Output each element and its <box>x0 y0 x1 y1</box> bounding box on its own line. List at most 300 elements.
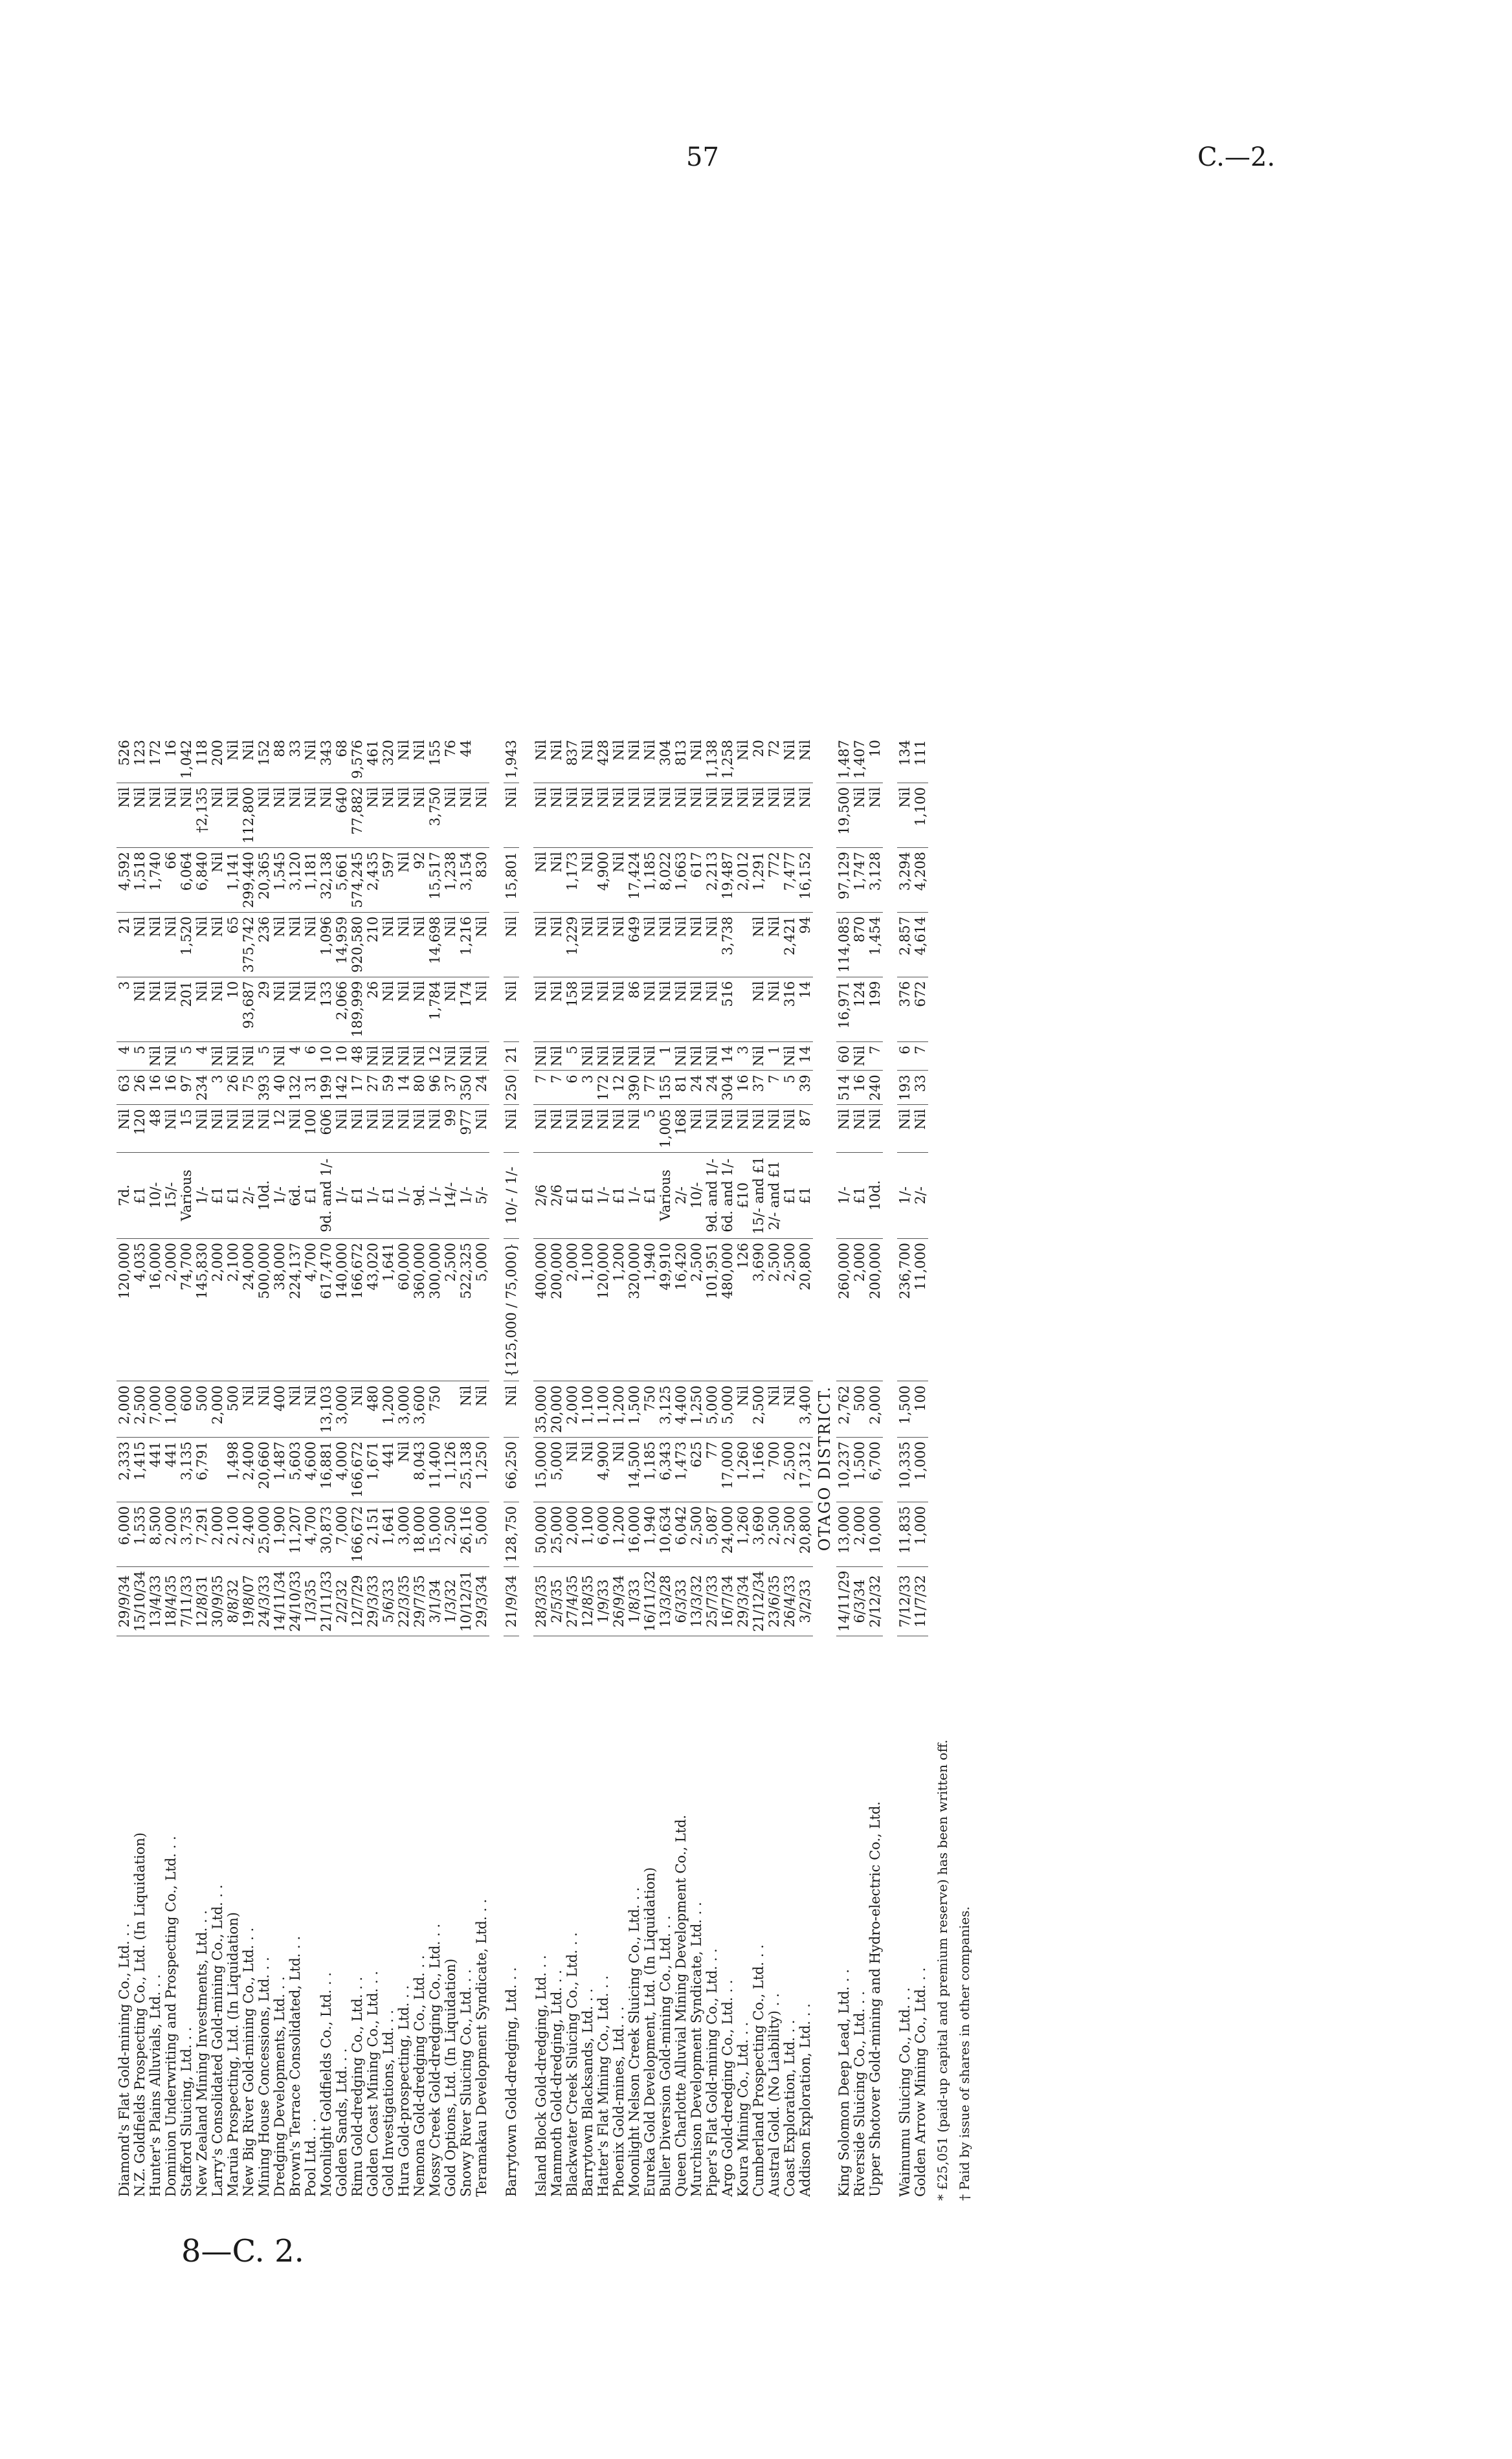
table-cell: Nil <box>241 1105 256 1152</box>
table-cell: 640 <box>334 783 350 848</box>
table-cell: Nil <box>148 912 163 977</box>
table-cell: 1/3/35 <box>303 1566 318 1636</box>
footnote: † Paid by issue of shares in other companies. <box>957 1906 972 2201</box>
table-cell: 16 <box>852 1071 867 1105</box>
table-cell: 1/- <box>897 1152 913 1238</box>
table-cell: Nil <box>766 1105 782 1152</box>
company-name-cell: New Big River Gold-mining Co., Ltd. . . <box>241 1636 256 2201</box>
company-name-cell: Golden Sands, Ltd. . . <box>334 1636 350 2201</box>
table-cell: 87 <box>797 1105 813 1152</box>
table-cell: 111 <box>913 740 928 766</box>
table-cell: 3,750 <box>427 783 443 848</box>
table-cell: 16,152 <box>797 848 813 913</box>
table-cell: Nil <box>412 740 427 761</box>
table-cell: 48 <box>148 1105 163 1152</box>
table-cell: 12 <box>427 1041 443 1071</box>
table-cell: 5,661 <box>334 848 350 913</box>
table-cell: 1,096 <box>318 912 334 977</box>
table-cell: 17,000 <box>720 1437 735 1502</box>
table-cell: 20,800 <box>797 1239 813 1381</box>
table-cell: 174 <box>458 977 474 1041</box>
table-cell: 1,747 <box>852 848 867 913</box>
table-cell: 152 <box>256 740 272 766</box>
table-cell: Nil <box>241 1381 256 1437</box>
table-cell: 1/- <box>427 1152 443 1238</box>
table-cell: Nil <box>735 740 751 761</box>
table-cell: 66 <box>163 848 179 913</box>
table-row <box>735 736 751 2201</box>
table-cell: 20 <box>751 740 766 757</box>
table-cell: 1/- <box>334 1152 350 1238</box>
table-row <box>836 736 852 2201</box>
table-cell: Nil <box>458 783 474 848</box>
table-cell: Nil <box>396 977 412 1041</box>
table-cell: 6,343 <box>658 1437 673 1502</box>
footnotes <box>935 155 972 2201</box>
table-cell: Nil <box>179 783 194 848</box>
table-cell: 526 <box>117 740 132 766</box>
company-name-cell: Murchison Development Syndicate, Ltd. . . <box>689 1636 704 2201</box>
table-cell: 10 <box>867 740 883 757</box>
table-cell: 1,535 <box>132 1502 148 1566</box>
table-cell: 10/- <box>689 1152 704 1238</box>
table-cell: Nil <box>303 1381 318 1437</box>
table-cell: 14 <box>797 1041 813 1071</box>
table-cell: 5,000 <box>704 1381 720 1437</box>
table-cell: 97,129 <box>836 848 852 913</box>
table-cell: Nil <box>642 977 658 1041</box>
table-cell: 2/6 <box>533 1152 549 1238</box>
table-cell: Nil <box>689 1041 704 1071</box>
table-cell: 17 <box>350 1071 365 1105</box>
table-cell: Nil <box>720 783 735 848</box>
table-cell: Nil <box>751 977 766 1041</box>
table-row <box>642 736 658 2201</box>
table-cell: 21 <box>117 912 132 977</box>
table-cell: Nil <box>852 1041 867 1071</box>
table-cell: 145,830 <box>194 1239 210 1381</box>
company-name-cell: Waimumu Sluicing Co., Ltd. . . <box>897 1636 913 2201</box>
table-cell: Nil <box>504 1105 519 1152</box>
table-cell: Nil <box>642 1041 658 1071</box>
table-cell: Nil <box>564 1437 580 1502</box>
table-cell: 10 <box>334 1041 350 1071</box>
footer-reference: 8—C. 2. <box>181 2233 304 2269</box>
table-cell: Nil <box>549 1041 564 1071</box>
table-cell: 77,882 <box>350 783 365 848</box>
table-cell: 12/8/35 <box>580 1566 595 1636</box>
table-cell: 29 <box>256 977 272 1041</box>
table-cell: Nil <box>611 977 627 1041</box>
table-cell: Nil <box>735 783 751 848</box>
table-cell: 128,750 <box>504 1502 519 1566</box>
table-cell: Nil <box>627 1105 642 1152</box>
table-cell: 441 <box>381 1437 396 1502</box>
table-cell: 193 <box>897 1071 913 1105</box>
table-cell: 112,800 <box>241 783 256 848</box>
table-cell: 830 <box>474 848 489 913</box>
table-cell: Nil <box>210 977 225 1041</box>
table-cell: Nil <box>412 783 427 848</box>
table-cell: Nil <box>766 1381 782 1437</box>
table-cell: 43,020 <box>365 1239 381 1381</box>
table-cell: 86 <box>627 977 642 1041</box>
table-cell: 461 <box>365 740 381 766</box>
table-cell: 49,910 <box>658 1239 673 1381</box>
company-name-cell: Stafford Sluicing, Ltd. . . <box>179 1636 194 2201</box>
table-cell: Nil <box>782 740 797 761</box>
table-cell: 2/5/35 <box>549 1566 564 1636</box>
table-cell: 32,138 <box>318 848 334 913</box>
table-row <box>381 736 396 2201</box>
table-cell: 123 <box>132 740 148 766</box>
table-cell: 15,801 <box>504 848 519 913</box>
table-cell: 441 <box>163 1437 179 1502</box>
table-cell: 300,000 <box>427 1239 443 1381</box>
rotated-table-region <box>117 155 1256 2201</box>
table-cell: 1,260 <box>735 1437 751 1502</box>
table-row <box>704 736 720 2201</box>
table-cell: 14 <box>720 1041 735 1071</box>
table-cell: 24/10/33 <box>287 1566 303 1636</box>
table-cell: Nil <box>117 1105 132 1152</box>
table-cell: Nil <box>782 783 797 848</box>
table-cell: Nil <box>474 1041 489 1071</box>
company-name-cell: Moonlight Goldfields Co., Ltd. . . <box>318 1636 334 2201</box>
table-cell: 15,517 <box>427 848 443 913</box>
table-cell: Nil <box>412 1041 427 1071</box>
table-cell: 6,700 <box>867 1437 883 1502</box>
table-cell: 500,000 <box>256 1239 272 1381</box>
table-row <box>179 736 194 2201</box>
table-cell: 6,791 <box>194 1437 210 1502</box>
table-cell: 21 <box>504 1041 519 1071</box>
table-cell: Nil <box>163 977 179 1041</box>
table-cell: £1 <box>782 1152 797 1238</box>
table-cell: 1,141 <box>225 848 241 913</box>
table-row <box>256 736 272 2201</box>
table-cell: 16,420 <box>673 1239 689 1381</box>
table-cell: 1,900 <box>272 1502 287 1566</box>
table-cell: 29/3/33 <box>365 1566 381 1636</box>
table-cell: £1 <box>225 1152 241 1238</box>
table-cell: 813 <box>673 740 689 766</box>
table-cell: 24 <box>474 1071 489 1105</box>
table-cell: 316 <box>782 977 797 1041</box>
table-row <box>412 736 427 2201</box>
table-cell: 10/- <box>148 1152 163 1238</box>
table-cell: £1 <box>132 1152 148 1238</box>
table-cell: Nil <box>751 1105 766 1152</box>
table-cell: Nil <box>897 783 913 848</box>
company-name-cell: Gold Options, Ltd. (In Liquidation) <box>443 1636 458 2201</box>
table-cell: 200,000 <box>549 1239 564 1381</box>
table-row <box>549 736 564 2201</box>
table-cell: Nil <box>673 1041 689 1071</box>
table-cell: 9d. and 1/- <box>318 1152 334 1238</box>
table-cell: Nil <box>704 1105 720 1152</box>
table-cell: 60,000 <box>396 1239 412 1381</box>
table-cell: 480 <box>365 1381 381 1437</box>
table-cell: 6,000 <box>595 1502 611 1566</box>
table-cell: 93,687 <box>241 977 256 1041</box>
company-name-cell: Addison Exploration, Ltd. . . <box>797 1636 813 2201</box>
table-cell: 5,000 <box>474 1502 489 1566</box>
table-cell: 3 <box>210 1071 225 1105</box>
table-cell: 250 <box>504 1071 519 1105</box>
table-cell: Nil <box>303 740 318 761</box>
table-cell: 5,000 <box>720 1381 735 1437</box>
table-cell: Nil <box>704 912 720 977</box>
table-cell: 92 <box>412 848 427 913</box>
table-cell: 224,137 <box>287 1239 303 1381</box>
table-cell: Nil <box>549 783 564 848</box>
table-cell: Nil <box>396 1041 412 1071</box>
table-cell: 1,173 <box>564 848 580 913</box>
table-cell: Nil <box>673 977 689 1041</box>
table-cell: Nil <box>287 783 303 848</box>
table-cell: 155 <box>427 740 443 766</box>
company-name-cell: Phoenix Gold-mines, Ltd. . . <box>611 1636 627 2201</box>
table-cell: 13/3/28 <box>658 1566 673 1636</box>
company-name-cell: Island Block Gold-dredging, Ltd. . . <box>533 1636 549 2201</box>
company-name-cell: Nemona Gold-dredging Co., Ltd. . . <box>412 1636 427 2201</box>
company-name-cell: Riverside Sluicing Co., Ltd. . . <box>852 1636 867 2201</box>
table-cell: Nil <box>474 977 489 1041</box>
company-name-cell: Dominion Underwriting and Prospecting Co., Ltd. . . <box>163 1636 179 2201</box>
company-name-cell: Golden Arrow Mining Co., Ltd. . . <box>913 1636 928 2201</box>
table-cell: 1/- <box>365 1152 381 1238</box>
table-cell: £1 <box>564 1152 580 1238</box>
table-cell: 6 <box>564 1071 580 1105</box>
table-cell: 10/- / 1/- <box>504 1152 519 1238</box>
table-cell: Nil <box>533 848 549 913</box>
table-cell: 234 <box>194 1071 210 1105</box>
table-cell: 14/11/34 <box>272 1566 287 1636</box>
table-cell: 2/- <box>913 1152 928 1238</box>
table-cell: 1 <box>766 1041 782 1071</box>
table-cell: 2,500 <box>751 1381 766 1437</box>
table-cell: 1,940 <box>642 1239 658 1381</box>
table-cell: 1,200 <box>611 1239 627 1381</box>
table-cell: 48 <box>350 1041 365 1071</box>
table-cell: 8,043 <box>412 1437 427 1502</box>
table-cell: 1/- <box>836 1152 852 1238</box>
table-row <box>627 736 642 2201</box>
table-cell: 1,260 <box>735 1502 751 1566</box>
table-cell: Nil <box>549 740 564 761</box>
table-row <box>595 736 611 2201</box>
table-cell: 3,738 <box>720 912 735 977</box>
table-cell: Nil <box>766 783 782 848</box>
table-cell: 1,740 <box>148 848 163 913</box>
table-cell: 140,000 <box>334 1239 350 1381</box>
table-cell: 60 <box>836 1041 852 1071</box>
table-cell: 260,000 <box>836 1239 852 1381</box>
table-cell: 1,500 <box>627 1381 642 1437</box>
table-cell: †2,135 <box>194 783 210 848</box>
table-cell: 2,000 <box>210 1502 225 1566</box>
table-cell: 5 <box>256 1041 272 1071</box>
table-cell: 3/1/34 <box>427 1566 443 1636</box>
table-cell: 1,200 <box>611 1502 627 1566</box>
table-cell: 81 <box>673 1071 689 1105</box>
table-cell: 1,000 <box>163 1381 179 1437</box>
table-cell: 38,000 <box>272 1239 287 1381</box>
table-cell: Nil <box>412 912 427 977</box>
table-cell: 11,207 <box>287 1502 303 1566</box>
table-cell: 23/6/35 <box>766 1566 782 1636</box>
table-cell: 100 <box>913 1381 928 1437</box>
table-cell: 3,400 <box>797 1381 813 1437</box>
table-row <box>163 736 179 2201</box>
table-cell: 3,000 <box>334 1381 350 1437</box>
table-cell: 10/12/31 <box>458 1566 474 1636</box>
table-cell: 26/9/34 <box>611 1566 627 1636</box>
table-cell: Nil <box>443 912 458 977</box>
table-row <box>443 736 458 2201</box>
table-cell: Nil <box>580 1437 595 1502</box>
table-cell: Nil <box>766 912 782 977</box>
table-cell: Nil <box>897 1105 913 1152</box>
company-name-cell: Blackwater Creek Sluicing Co., Ltd. . . <box>564 1636 580 2201</box>
table-cell: 1,185 <box>642 1437 658 1502</box>
table-cell: 101,951 <box>704 1239 720 1381</box>
table-cell: £1 <box>350 1152 365 1238</box>
table-cell: 2,421 <box>782 912 797 977</box>
table-cell: 1,407 <box>852 740 867 779</box>
table-cell: Nil <box>673 912 689 977</box>
table-cell: Nil <box>627 1041 642 1071</box>
table-cell: 26 <box>132 1071 148 1105</box>
table-cell: Nil <box>334 1105 350 1152</box>
group-separator <box>883 736 897 2201</box>
table-cell: 16,000 <box>627 1502 642 1566</box>
table-cell: Nil <box>611 1437 627 1502</box>
table-cell: Nil <box>225 740 241 761</box>
table-cell: 20,365 <box>256 848 272 913</box>
table-cell: 3,128 <box>867 848 883 913</box>
table-cell: 63 <box>117 1071 132 1105</box>
table-cell: 124 <box>852 977 867 1041</box>
table-cell: Nil <box>595 977 611 1041</box>
table-cell: Nil <box>580 848 595 913</box>
table-cell: 343 <box>318 740 334 766</box>
table-cell: 2,400 <box>241 1437 256 1502</box>
table-cell: £1 <box>852 1152 867 1238</box>
table-cell: 500 <box>194 1381 210 1437</box>
table-cell: 2,500 <box>766 1239 782 1381</box>
table-cell: Nil <box>580 1105 595 1152</box>
table-cell: Nil <box>913 1105 928 1152</box>
table-cell: 18/4/35 <box>163 1566 179 1636</box>
table-cell: 2,000 <box>867 1381 883 1437</box>
table-cell: 2,000 <box>210 1381 225 1437</box>
table-cell: Nil <box>797 740 813 761</box>
table-cell: 166,672 <box>350 1437 365 1502</box>
table-cell: Nil <box>627 783 642 848</box>
table-cell: 3,135 <box>179 1437 194 1502</box>
table-cell: Nil <box>272 783 287 848</box>
table-cell: 240 <box>867 1071 883 1105</box>
table-row <box>580 736 595 2201</box>
table-cell: 126 <box>735 1239 751 1381</box>
table-cell: 5 <box>564 1041 580 1071</box>
table-cell: 4 <box>194 1041 210 1071</box>
table-cell: Nil <box>735 1381 751 1437</box>
table-cell: 1,185 <box>642 848 658 913</box>
table-cell: 199 <box>867 977 883 1041</box>
table-cell: Nil <box>627 740 642 761</box>
table-cell: 3/2/33 <box>797 1566 813 1636</box>
table-row <box>564 736 580 2201</box>
table-cell: 14,698 <box>427 912 443 977</box>
table-cell: 5 <box>642 1105 658 1152</box>
company-name-cell: Diamond's Flat Gold-mining Co., Ltd. . . <box>117 1636 132 2201</box>
table-row <box>897 736 913 2201</box>
table-cell: 120,000 <box>595 1239 611 1381</box>
table-cell: 7 <box>867 1041 883 1071</box>
table-cell: Nil <box>564 783 580 848</box>
table-cell: Nil <box>287 1105 303 1152</box>
table-cell: Nil <box>396 740 412 761</box>
company-name-cell: Mossy Creek Gold-dredging Co., Ltd. . . <box>427 1636 443 2201</box>
table-cell: 4 <box>287 1041 303 1071</box>
table-cell: 132 <box>287 1071 303 1105</box>
table-cell: Nil <box>148 783 163 848</box>
table-cell: Nil <box>867 1105 883 1152</box>
table-cell: Nil <box>689 783 704 848</box>
table-cell: 15,000 <box>533 1437 549 1502</box>
table-cell: 5 <box>782 1071 797 1105</box>
table-cell: Nil <box>658 783 673 848</box>
table-cell: 24 <box>704 1071 720 1105</box>
table-cell: 65 <box>225 912 241 977</box>
table-cell: 3 <box>117 977 132 1041</box>
table-cell: 30/9/35 <box>210 1566 225 1636</box>
table-cell: 2/- <box>241 1152 256 1238</box>
table-cell: 1,641 <box>381 1502 396 1566</box>
table-cell: 236 <box>256 912 272 977</box>
table-cell: Nil <box>287 977 303 1041</box>
table-row <box>913 736 928 2201</box>
table-cell: Nil <box>458 1381 474 1437</box>
table-cell: Nil <box>287 912 303 977</box>
table-cell: 15/- <box>163 1152 179 1238</box>
table-cell: 20,660 <box>256 1437 272 1502</box>
table-cell: 77 <box>704 1437 720 1502</box>
table-cell: 29/7/35 <box>412 1566 427 1636</box>
table-cell: 7,000 <box>148 1381 163 1437</box>
table-row <box>474 736 489 2201</box>
table-cell: Nil <box>549 912 564 977</box>
table-cell: 16 <box>148 1071 163 1105</box>
table-cell: 617,470 <box>318 1239 334 1381</box>
table-cell: Nil <box>225 783 241 848</box>
table-row <box>396 736 412 2201</box>
table-cell: 2,100 <box>225 1239 241 1381</box>
company-name-cell: Queen Charlotte Alluvial Mining Development Co., Ltd. <box>673 1636 689 2201</box>
table-cell: 94 <box>797 912 813 977</box>
table-cell: 3,690 <box>751 1239 766 1381</box>
table-cell: 4,700 <box>303 1239 318 1381</box>
table-cell: 27/4/35 <box>564 1566 580 1636</box>
table-cell: 29/9/34 <box>117 1566 132 1636</box>
table-cell: 17,312 <box>797 1437 813 1502</box>
table-cell: 7 <box>533 1071 549 1105</box>
table-cell: 5/6/33 <box>381 1566 396 1636</box>
table-cell: 29/3/34 <box>735 1566 751 1636</box>
